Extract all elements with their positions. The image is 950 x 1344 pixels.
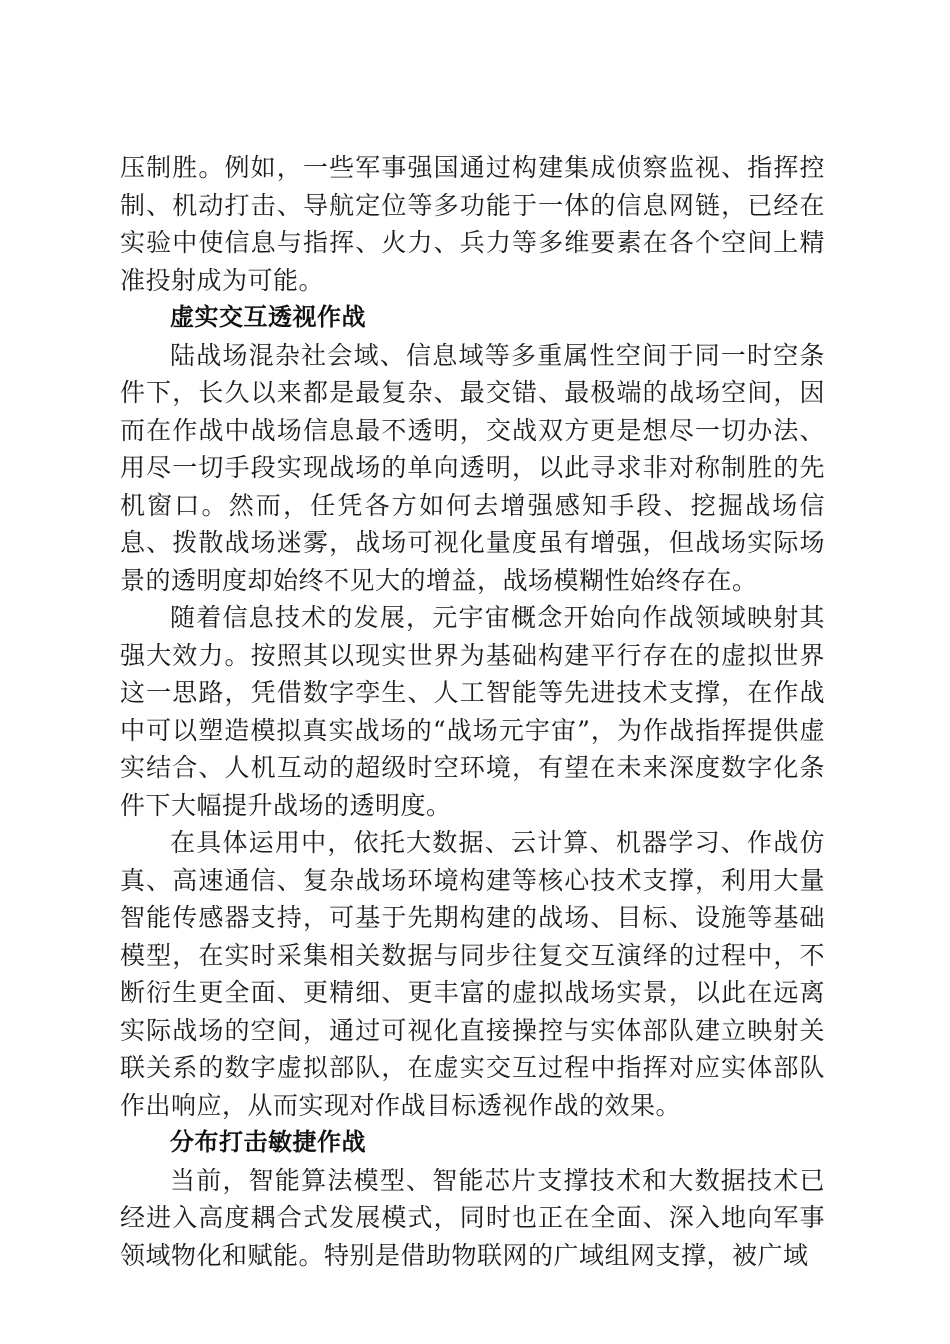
section-heading-virtual-real: 虚实交互透视作战	[170, 303, 366, 331]
paragraph-continuation: 压制胜。例如，一些军事强国通过构建集成侦察监视、指挥控制、机动打击、导航定位等多功能于一体的信息网链，已经在实验中使信息与指挥、火力、兵力等多维要素在各个空间上精准投射成为可能。	[120, 153, 825, 295]
paragraph: 在具体运用中，依托大数据、云计算、机器学习、作战仿真、高速通信、复杂战场环境构建等核心技术支撑，利用大量智能传感器支持，可基于先期构建的战场、目标、设施等基础模型，在实时采集相关数据与同步往复交互演绎的过程中，不断衍生更全面、更精细、更丰富的虚拟战场实景，以此在远离实际战场的空间，通过可视化直接操控与实体部队建立映射关联关系的数字虚拟部队，在虚实交互过程中指挥对应实体部队作出响应，从而实现对作战目标透视作战的效果。	[120, 828, 825, 1120]
paragraph: 当前，智能算法模型、智能芯片支撑技术和大数据技术已经进入高度耦合式发展模式，同时也正在全面、深入地向军事领域物化和赋能。特别是借助物联网的广域组网支撑，被广域	[120, 1165, 825, 1270]
document-body	[120, 149, 825, 1274]
paragraph: 陆战场混杂社会域、信息域等多重属性空间于同一时空条件下，长久以来都是最复杂、最交错、最极端的战场空间，因而在作战中战场信息最不透明，交战双方更是想尽一切办法、用尽一切手段实现战场的单向透明，以此寻求非对称制胜的先机窗口。然而，任凭各方如何去增强感知手段、挖掘战场信息、拨散战场迷雾，战场可视化量度虽有增强，但战场实际场景的透明度却始终不见大的增益，战场模糊性始终存在。	[120, 340, 825, 595]
section-heading-distributed-strike: 分布打击敏捷作战	[170, 1128, 366, 1156]
paragraph: 随着信息技术的发展，元宇宙概念开始向作战领域映射其强大效力。按照其以现实世界为基础构建平行存在的虚拟世界这一思路，凭借数字孪生、人工智能等先进技术支撑，在作战中可以塑造模拟真实战场的“战场元宇宙”，为作战指挥提供虚实结合、人机互动的超级时空环境，有望在未来深度数字化条件下大幅提升战场的透明度。	[120, 603, 825, 820]
